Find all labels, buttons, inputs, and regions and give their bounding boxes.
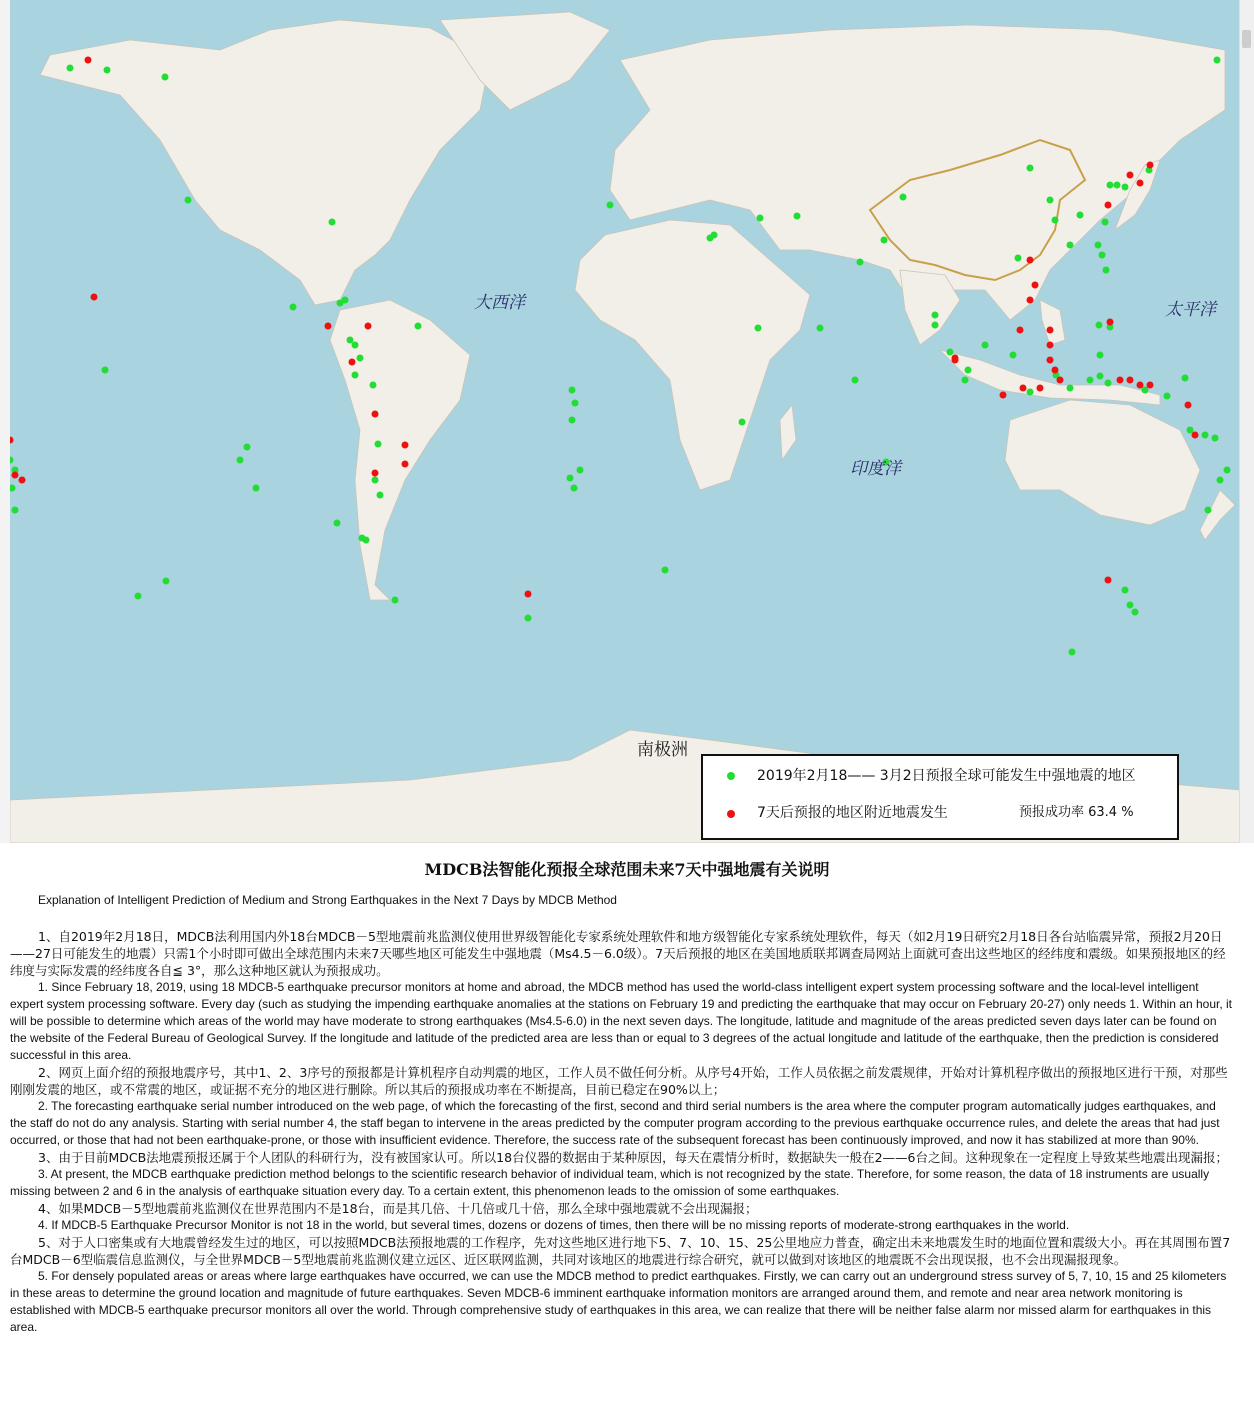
occurred-quake-marker <box>402 461 409 468</box>
predicted-quake-marker <box>571 485 578 492</box>
predicted-quake-marker <box>352 372 359 379</box>
predicted-quake-marker <box>711 232 718 239</box>
occurred-quake-marker <box>19 477 26 484</box>
occurred-quake-marker <box>349 359 356 366</box>
scrollbar-thumb[interactable] <box>1242 30 1251 48</box>
predicted-quake-marker <box>881 237 888 244</box>
paragraph-3-cn: 3、由于目前MDCB法地震预报还属于个人团队的科研行为，没有被国家认可。所以18台仪器的数据由于某种原因，每天在震情分析时，数据缺失一般在2——6台之间。这种现象在一定程度上导致某些地震出现漏报； <box>38 1150 1228 1165</box>
occurred-quake-marker <box>12 472 19 479</box>
paragraph-2-cn: 2、网页上面介绍的预报地震序号，其中1、2、3序号的预报都是计算机程序自动判震的地区，工作人员不做任何分析。从序号4开始，工作人员依据之前发震规律，开始对计算机程序做出的预报地区进行干预，对那些刚刚发震的地区，或不常震的地区，或证据不充分的地区进行删除。所以其后的预报成功率在不断提高，目前已稳定在90%以上； <box>10 1065 1228 1097</box>
occurred-quake-marker <box>1185 402 1192 409</box>
paragraph-2-en: 2. The forecasting earthquake serial number introduced on the web page, of which the forecasting of the first, second and third serial numbers is the area where the computer program automatically judges earthquakes, and the staff do not do any analysis. Starting with serial number 4, the staff began to intervene in the areas predicted by the computer program according to the previous earthquake occurrence rules, and delete the areas that had just occurred, or those that had not been earthquake-prone, or those with insufficient evidence. Therefore, the success rate of the subsequent forecast has been continuously improved, and now it has stabilized at more than 90%. <box>10 1099 1220 1147</box>
legend-predicted-label: 2019年2月18—— 3月2日预报全球可能发生中强地震的地区 <box>757 768 1136 784</box>
predicted-quake-marker <box>567 475 574 482</box>
predicted-quake-marker <box>185 197 192 204</box>
predicted-quake-marker <box>290 304 297 311</box>
predicted-quake-marker <box>415 323 422 330</box>
predicted-quake-marker <box>163 578 170 585</box>
paragraph-1-cn: 1、自2019年2月18日，MDCB法利用国内外18台MDCB－5型地震前兆监测仪使用世界级智能化专家系统处理软件和地方级智能化专家系统处理软件，每天（如2月19日研究2月18日各台站临震异常，预报2月20日——27日可能发生的地震）只需1个小时即可做出全球范围内未来7天哪些地区可能发生中强地震（Ms4.5－6.0级）。7天后预报的地区在美国地质联邦调查局网站上面就可查出这些地区的经纬度和震级。如果预报地区的经纬度与实际发震的经纬度各自≦ 3°，那么这种地区就认为预报成功。 <box>10 929 1226 978</box>
predicted-quake-marker <box>244 444 251 451</box>
occurred-quake-marker <box>1105 202 1112 209</box>
predicted-quake-marker <box>237 457 244 464</box>
map-canvas <box>10 0 1240 843</box>
predicted-quake-marker <box>1102 219 1109 226</box>
predicted-quake-marker <box>1015 255 1022 262</box>
atlantic-label: 大西洋 <box>474 293 525 313</box>
document-subtitle: Explanation of Intelligent Prediction of Medium and Strong Earthquakes in the Next 7 Days by MDCB Method <box>38 893 617 907</box>
occurred-quake-marker <box>1047 357 1054 364</box>
paragraph-4-cn: 4、如果MDCB－5型地震前兆监测仪在世界范围内不是18台，而是其几倍、十几倍或几十倍，那么全球中强地震就不会出现漏报； <box>38 1201 758 1216</box>
predicted-quake-marker <box>342 297 349 304</box>
occurred-quake-marker <box>1000 392 1007 399</box>
occurred-quake-marker <box>325 323 332 330</box>
predicted-quake-marker <box>1214 57 1221 64</box>
predicted-quake-marker <box>1087 377 1094 384</box>
predicted-quake-marker <box>1182 375 1189 382</box>
predicted-dot-icon <box>727 772 735 780</box>
document-title: MDCB法智能化预报全球范围未来7天中强地震有关说明 <box>424 860 830 879</box>
predicted-quake-marker <box>352 342 359 349</box>
predicted-quake-marker <box>347 337 354 344</box>
predicted-quake-marker <box>1097 373 1104 380</box>
occurred-quake-marker <box>1105 577 1112 584</box>
predicted-quake-marker <box>377 492 384 499</box>
predicted-quake-marker <box>1164 393 1171 400</box>
predicted-quake-marker <box>1105 380 1112 387</box>
predicted-quake-marker <box>1052 217 1059 224</box>
predicted-quake-marker <box>1095 242 1102 249</box>
predicted-quake-marker <box>1224 467 1231 474</box>
document-body <box>10 928 1234 1336</box>
occurred-dot-icon <box>727 810 735 818</box>
predicted-quake-marker <box>334 520 341 527</box>
predicted-quake-marker <box>1067 242 1074 249</box>
predicted-quake-marker <box>857 259 864 266</box>
predicted-quake-marker <box>1202 432 1209 439</box>
predicted-quake-marker <box>569 387 576 394</box>
occurred-quake-marker <box>1117 377 1124 384</box>
occurred-quake-marker <box>91 294 98 301</box>
predicted-quake-marker <box>1010 352 1017 359</box>
predicted-quake-marker <box>1103 267 1110 274</box>
occurred-quake-marker <box>372 411 379 418</box>
predicted-quake-marker <box>1217 477 1224 484</box>
occurred-quake-marker <box>1147 382 1154 389</box>
paragraph-5-en: 5. For densely populated areas or areas where large earthquakes have occurred, we can use the MDCB method to predict earthquakes. Firstly, we can carry out an underground stress survey of 5, 7, 10, 15 and 25 kilometers in these areas to determine the ground location and magnitude of future earthquakes. Seven MDCB-6 imminent earthquake information monitors are arranged around them, and remote and near area network monitoring is established with MDCB-5 earthquake precursor monitors all over the world. Through comprehensive study of earthquakes in this area, we can realize that there will be neither false alarm nor missed alarm for earthquakes in this area. <box>10 1269 1227 1334</box>
right-scrollbar[interactable] <box>1239 0 1254 843</box>
predicted-quake-marker <box>329 219 336 226</box>
predicted-quake-marker <box>1107 182 1114 189</box>
predicted-quake-marker <box>1127 602 1134 609</box>
occurred-quake-marker <box>1052 367 1059 374</box>
occurred-quake-marker <box>952 357 959 364</box>
occurred-quake-marker <box>1127 172 1134 179</box>
predicted-quake-marker <box>1114 182 1121 189</box>
predicted-quake-marker <box>577 467 584 474</box>
predicted-quake-marker <box>372 477 379 484</box>
occurred-quake-marker <box>372 470 379 477</box>
predicted-quake-marker <box>363 537 370 544</box>
predicted-quake-marker <box>962 377 969 384</box>
predicted-quake-marker <box>1047 197 1054 204</box>
paragraph-3-en: 3. At present, the MDCB earthquake prediction method belongs to the scientific research behavior of individual team, which is not recognized by the state. Therefore, for some reason, the data of 18 instruments are usually missing between 2 and 6 in the analysis of earthquake situation every day. To a certain extent, this phenomenon leads to the omission of some earthquakes. <box>10 1167 1210 1198</box>
legend-occurred-label: 7天后预报的地区附近地震发生 <box>757 805 948 821</box>
predicted-quake-marker <box>1027 389 1034 396</box>
occurred-quake-marker <box>1037 385 1044 392</box>
occurred-quake-marker <box>1047 327 1054 334</box>
predicted-quake-marker <box>794 213 801 220</box>
predicted-quake-marker <box>1122 587 1129 594</box>
predicted-quake-marker <box>104 67 111 74</box>
predicted-quake-marker <box>1187 427 1194 434</box>
predicted-quake-marker <box>525 615 532 622</box>
predicted-quake-marker <box>1067 385 1074 392</box>
predicted-quake-marker <box>12 507 19 514</box>
occurred-quake-marker <box>1020 385 1027 392</box>
predicted-quake-marker <box>67 65 74 72</box>
map-legend <box>701 754 1179 840</box>
predicted-quake-marker <box>253 485 260 492</box>
predicted-quake-marker <box>1132 609 1139 616</box>
predicted-quake-marker <box>932 312 939 319</box>
predicted-quake-marker <box>370 382 377 389</box>
predicted-quake-marker <box>757 215 764 222</box>
occurred-quake-marker <box>1137 382 1144 389</box>
predicted-quake-marker <box>662 567 669 574</box>
occurred-quake-marker <box>1137 180 1144 187</box>
predicted-quake-marker <box>1096 322 1103 329</box>
predicted-quake-marker <box>1212 435 1219 442</box>
predicted-quake-marker <box>1142 387 1149 394</box>
predicted-quake-marker <box>135 593 142 600</box>
predicted-quake-marker <box>162 74 169 81</box>
predicted-quake-marker <box>852 377 859 384</box>
pacific-label: 太平洋 <box>1165 300 1216 320</box>
occurred-quake-marker <box>1027 297 1034 304</box>
occurred-quake-marker <box>1147 162 1154 169</box>
predicted-quake-marker <box>357 355 364 362</box>
predicted-quake-marker <box>817 325 824 332</box>
predicted-quake-marker <box>965 367 972 374</box>
success-rate: 预报成功率 63.4 % <box>1019 805 1134 820</box>
predicted-quake-marker <box>982 342 989 349</box>
occurred-quake-marker <box>1032 282 1039 289</box>
predicted-quake-marker <box>947 349 954 356</box>
predicted-quake-marker <box>607 202 614 209</box>
predicted-quake-marker <box>1205 507 1212 514</box>
predicted-quake-marker <box>1122 184 1129 191</box>
predicted-quake-marker <box>1099 252 1106 259</box>
occurred-quake-marker <box>1057 377 1064 384</box>
predicted-quake-marker <box>932 322 939 329</box>
paragraph-1-en: 1. Since February 18, 2019, using 18 MDCB-5 earthquake precursor monitors at home and abroad, the MDCB method has used the world-class intelligent expert system processing software and the local-level intelligent expert system processing software. Every day (such as studying the impending earthquake anomalies at the stations on February 19 and predicting the earthquake that may occur on February 20-27) only needs 1. Within an hour, it will be possible to determine which areas of the world may have moderate to strong earthquakes (Ms4.5-6.0) in the next seven days. The longitude, latitude and magnitude of the areas predicted seven days later can be found on the website of the Federal Bureau of Geological Survey. If the longitude and latitude of the predicted area are less than or equal to 3 degrees of the actual longitude and latitude of the earthquake, then the prediction is considered successful in this area. <box>10 980 1233 1062</box>
predicted-quake-marker <box>1097 352 1104 359</box>
predicted-quake-marker <box>572 400 579 407</box>
predicted-quake-marker <box>392 597 399 604</box>
occurred-quake-marker <box>1017 327 1024 334</box>
predicted-quake-marker <box>1069 649 1076 656</box>
occurred-quake-marker <box>85 57 92 64</box>
predicted-quake-marker <box>739 419 746 426</box>
occurred-quake-marker <box>525 591 532 598</box>
antarctica-label: 南极洲 <box>637 740 688 760</box>
occurred-quake-marker <box>1192 432 1199 439</box>
occurred-quake-marker <box>1127 377 1134 384</box>
predicted-quake-marker <box>375 441 382 448</box>
occurred-quake-marker <box>1107 319 1114 326</box>
predicted-quake-marker <box>1027 165 1034 172</box>
predicted-quake-marker <box>569 417 576 424</box>
occurred-quake-marker <box>1047 342 1054 349</box>
predicted-quake-marker <box>102 367 109 374</box>
paragraph-4-en: 4. If MDCB-5 Earthquake Precursor Monitor is not 18 in the world, but several times, dozens or dozens of times, then there will be no missing reports of moderate-strong earthquakes in the world. <box>38 1218 1070 1232</box>
occurred-quake-marker <box>365 323 372 330</box>
indian-ocean-label: 印度洋 <box>850 459 901 479</box>
occurred-quake-marker <box>402 442 409 449</box>
paragraph-5-cn: 5、对于人口密集或有大地震曾经发生过的地区，可以按照MDCB法预报地震的工作程序，先对这些地区进行地下5、7、10、15、25公里地应力普查，确定出未来地震发生时的地面位置和震级大小。再在其周围布置7台MDCB－6型临震信息监测仪，与全世界MDCB－5型地震前兆监测仪建立远区、近区联网监测，共同对该地区的地震进行综合研究，就可以做到对该地区的地震既不会出现误报，也不会出现漏报现象。 <box>10 1235 1231 1267</box>
predicted-quake-marker <box>900 194 907 201</box>
occurred-quake-marker <box>1027 257 1034 264</box>
predicted-quake-marker <box>755 325 762 332</box>
predicted-quake-marker <box>1077 212 1084 219</box>
